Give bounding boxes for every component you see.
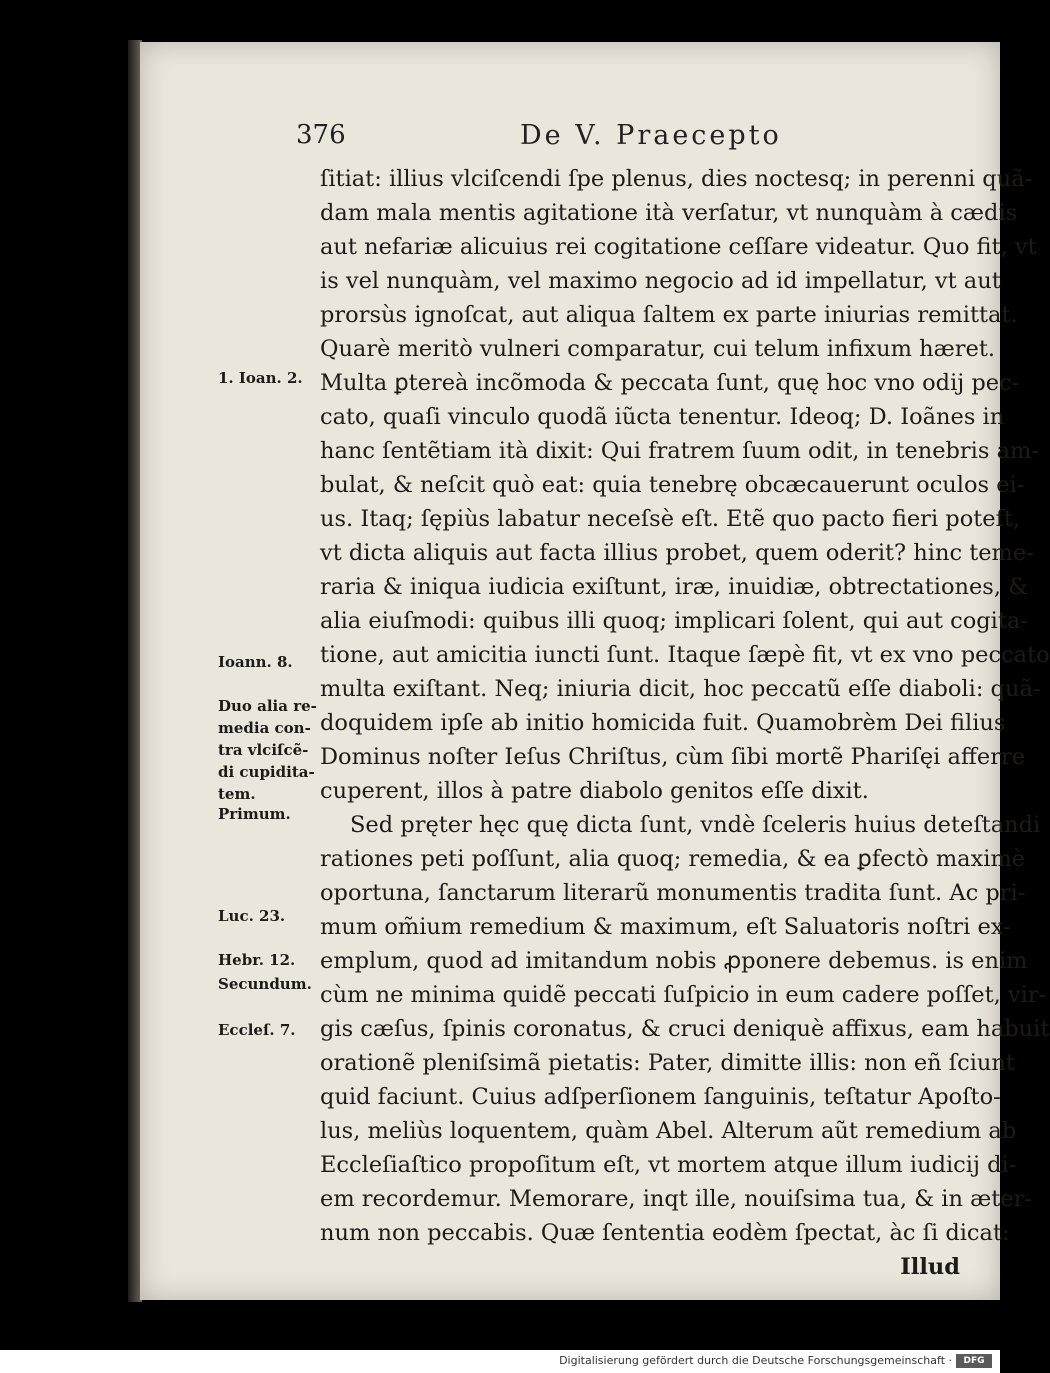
text-line: doquidem ipſe ab initio homicida fuit. Quamobrèm Dei filius xyxy=(320,710,1006,736)
text-line: is vel nunquàm, vel maximo negocio ad id impellatur, vt aut xyxy=(320,268,1001,294)
footer-bar xyxy=(0,1350,1000,1373)
margin-note: 1. Ioan. 2. xyxy=(218,369,303,387)
text-line: quid faciunt. Cuius adſperſionem ſanguinis, teſtatur Apoſto- xyxy=(320,1084,1001,1110)
text-line: raria & iniqua iudicia exiſtunt, iræ, inuidiæ, obtrectationes, & xyxy=(320,574,1029,600)
text-line: prorsùs ignoſcat, aut aliqua ſaltem ex parte iniurias remittat. xyxy=(320,302,1018,328)
text-line: alia eiuſmodi: quibus illi quoq; implicari ſolent, qui aut cogita- xyxy=(320,608,1028,634)
text-line: dam mala mentis agitatione ità verſatur, vt nunquàm à cædis xyxy=(320,200,1018,226)
margin-note: Duo alia re- xyxy=(218,697,317,715)
text-line: Multa ꝑtereà incõmoda & peccata ſunt, quę hoc vno odij pec- xyxy=(320,370,1020,396)
text-line: emplum, quod ad imitandum nobis ꝓponere debemus. is enim xyxy=(320,948,1028,974)
text-line: Dominus noſter Ieſus Chriſtus, cùm ſibi mortẽ Phariſęi afferre xyxy=(320,744,1026,770)
text-line: aut nefariæ alicuius rei cogitatione ceſſare videatur. Quo fit, vt xyxy=(320,234,1037,260)
text-line: ſitiat: illius vlciſcendi ſpe plenus, dies noctesq; in perenni quã- xyxy=(320,166,1033,192)
margin-note: Ioann. 8. xyxy=(218,653,293,671)
text-line: rationes peti poſſunt, alia quoq; remedia, & ea ꝑfectò maximè xyxy=(320,846,1026,872)
text-line: bulat, & neſcit quò eat: quia tenebrę obcæcauerunt oculos ei- xyxy=(320,472,1025,498)
text-line: num non peccabis. Quæ ſententia eodèm ſpectat, àc ſi dicat: xyxy=(320,1220,1010,1246)
text-line: vt dicta aliquis aut facta illius probet, quem oderit? hinc teme- xyxy=(320,540,1034,566)
text-line: tione, aut amicitia iuncti ſunt. Itaque ſæpè fit, vt ex vno peccato xyxy=(320,642,1050,668)
text-line: us. Itaq; ſępiùs labatur neceſsè eſt. Etẽ quo pacto fieri poteſt, xyxy=(320,506,1021,532)
catchword: Illud xyxy=(900,1254,960,1280)
margin-note: Eccleſ. 7. xyxy=(218,1021,296,1039)
margin-note: tra vlciſcẽ- xyxy=(218,741,309,759)
dfg-logo: DFG xyxy=(956,1354,992,1368)
margin-note: Hebr. 12. xyxy=(218,951,296,969)
page-number: 376 xyxy=(296,120,346,150)
text-line: cùm ne minima quidẽ peccati ſuſpicio in eum cadere poſſet, vir- xyxy=(320,982,1047,1008)
text-line: mum om̃ium remedium & maximum, eſt Saluatoris noſtri ex- xyxy=(320,914,1011,940)
margin-note: Luc. 23. xyxy=(218,907,286,925)
text-line: Sed pręter hęc quę dicta ſunt, vndè ſceleris huius deteſtandi xyxy=(350,812,1041,838)
text-line: gis cæſus, ſpinis coronatus, & cruci deniquè affixus, eam habuit xyxy=(320,1016,1050,1042)
text-line: Quarè meritò vulneri comparatur, cui telum infixum hæret. xyxy=(320,336,996,362)
text-line: cuperent, illos à patre diabolo genitos eſſe dixit. xyxy=(320,778,869,804)
margin-note: Primum. xyxy=(218,805,291,823)
text-line: lus, meliùs loquentem, quàm Abel. Alterum aũt remedium ab xyxy=(320,1118,1017,1144)
running-header xyxy=(0,120,1000,160)
text-line: hanc ſentẽtiam ità dixit: Qui fratrem ſuum odit, in tenebris am- xyxy=(320,438,1039,464)
funding-notice: Digitalisierung gefördert durch die Deutsche Forschungsgemeinschaft · xyxy=(559,1354,952,1367)
text-line: Eccleſiaſtico propoſitum eſt, vt mortem atque illum iudicij di- xyxy=(320,1152,1017,1178)
margin-note: tem. xyxy=(218,785,256,803)
main-text xyxy=(320,162,1050,1284)
text-line: multa exiſtant. Neq; iniuria dicit, hoc peccatũ eſſe diaboli: quã- xyxy=(320,676,1041,702)
margin-note: di cupidita- xyxy=(218,763,315,781)
text-line: oportuna, ſanctarum literarũ monumentis tradita ſunt. Ac pri- xyxy=(320,880,1026,906)
running-title: De V. Praecepto xyxy=(520,120,782,151)
margin-note: media con- xyxy=(218,719,311,737)
margin-note: Secundum. xyxy=(218,975,312,993)
text-line: em recordemur. Memorare, inqt ille, nouiſsima tua, & in æter- xyxy=(320,1186,1033,1212)
text-line: orationẽ pleniſsimã pietatis: Pater, dimitte illis: non eñ ſciunt xyxy=(320,1050,1015,1076)
text-line: cato, quaſi vinculo quodã iũcta tenentur. Ideoq; D. Ioãnes in xyxy=(320,404,1005,430)
